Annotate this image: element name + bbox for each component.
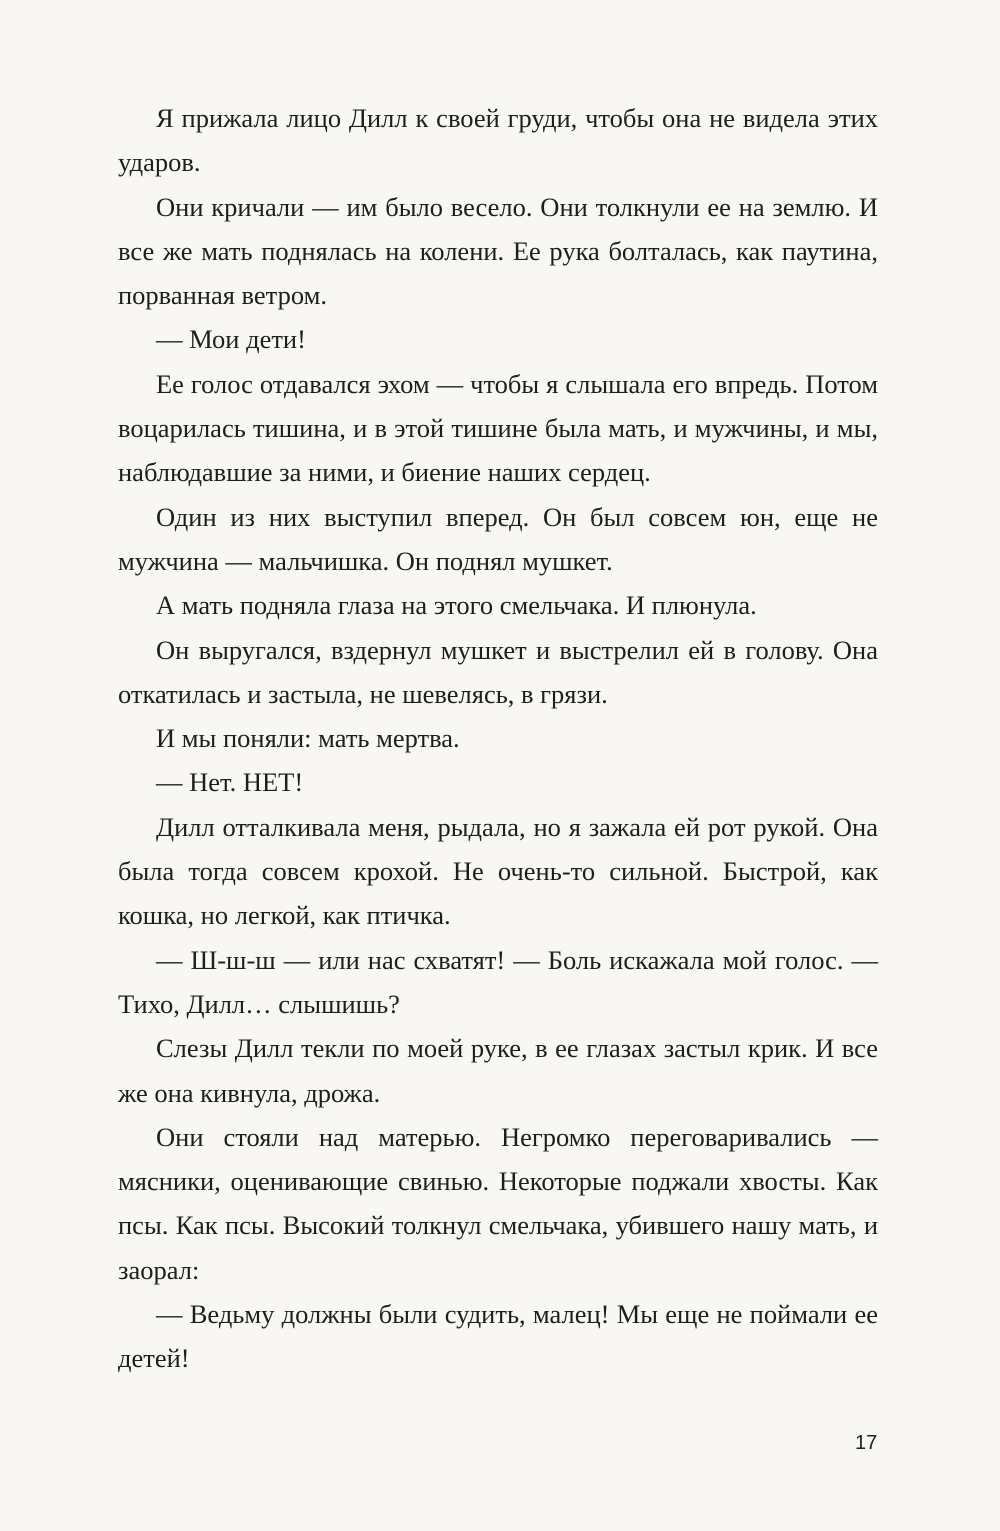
paragraph: — Ш-ш-ш — или нас схватят! — Боль искажала мой голос. — Тихо, Дилл… слышишь? <box>118 944 878 1019</box>
page-number: 17 <box>855 1432 878 1454</box>
paragraph: Дилл отталкивала меня, рыдала, но я зажала ей рот рукой. Она была тогда совсем крохой. Не очень-то сильной. Быстрой, как кошка, но легкой, как птичка. <box>118 811 878 931</box>
paragraph: — Нет. НЕТ! <box>156 767 304 798</box>
paragraph: Они кричали — им было весело. Они толкнули ее на землю. И все же мать поднялась на колени. Ее рука болталась, как паутина, порванная ветром. <box>118 191 878 311</box>
body-text <box>118 96 878 1381</box>
paragraph: Слезы Дилл текли по моей руке, в ее глазах застыл крик. И все же она кивнула, дрожа. <box>118 1033 878 1108</box>
paragraph: И мы поняли: мать мертва. <box>156 723 460 754</box>
paragraph: А мать подняла глаза на этого смельчака. И плюнула. <box>156 590 757 621</box>
paragraph: Он выругался, вздернул мушкет и выстрелил ей в голову. Она откатилась и застыла, не шевелясь, в грязи. <box>118 634 878 709</box>
paragraph: Они стояли над матерью. Негромко переговаривались — мясники, оценивающие свинью. Некоторые поджали хвосты. Как псы. Как псы. Высокий толкнул смельчака, убившего нашу мать, и заорал: <box>118 1121 878 1285</box>
paragraph: Один из них выступил вперед. Он был совсем юн, еще не мужчина — мальчишка. Он поднял мушкет. <box>118 501 878 576</box>
paragraph: Я прижала лицо Дилл к своей груди, чтобы она не видела этих ударов. <box>118 103 878 178</box>
paragraph: — Мои дети! <box>156 324 306 355</box>
paragraph: Ее голос отдавался эхом — чтобы я слышала его впредь. Потом воцарилась тишина, и в этой тишине была мать, и мужчины, и мы, наблюдавшие за ними, и биение наших сердец. <box>118 368 878 488</box>
paragraph: — Ведьму должны были судить, малец! Мы еще не поймали ее детей! <box>118 1299 878 1374</box>
